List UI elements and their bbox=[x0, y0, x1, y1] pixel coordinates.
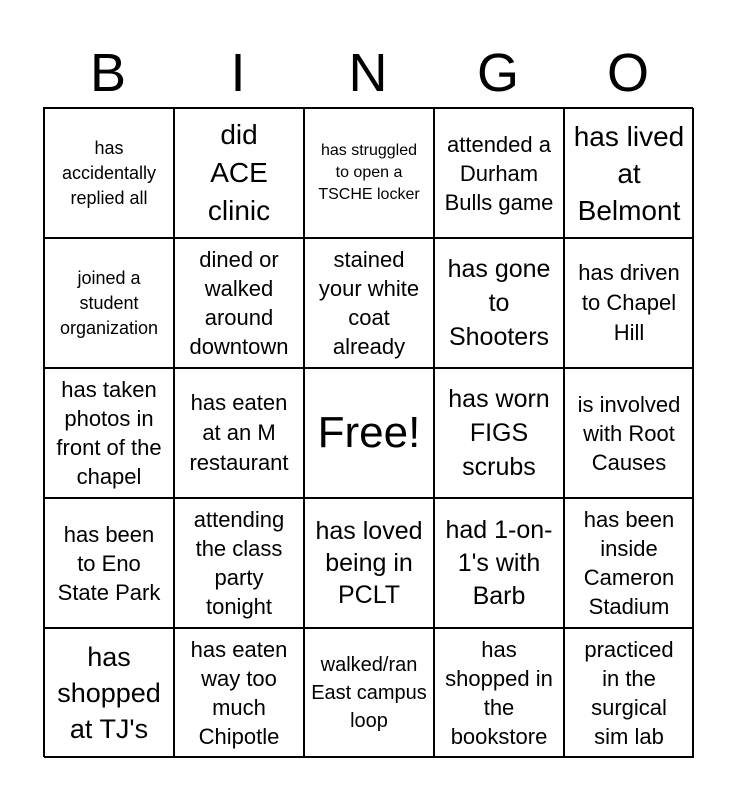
bingo-cell[interactable] bbox=[434, 238, 564, 368]
cell-text: has loved being in PCLT bbox=[315, 517, 423, 609]
header-letter-g: G bbox=[476, 43, 519, 103]
bingo-cell[interactable] bbox=[44, 238, 174, 368]
cell-text: has eaten at an M restaurant bbox=[189, 390, 289, 475]
cell-text: has lived at Belmont bbox=[573, 120, 685, 226]
cell-text: has struggled to open a TSCHE locker bbox=[318, 142, 420, 203]
cell-text: has worn FIGS scrubs bbox=[448, 385, 550, 481]
bingo-cell[interactable] bbox=[564, 238, 694, 368]
bingo-cell[interactable] bbox=[564, 108, 694, 238]
bingo-cell[interactable] bbox=[304, 108, 434, 238]
bingo-header bbox=[43, 40, 693, 106]
bingo-cell[interactable] bbox=[434, 368, 564, 498]
bingo-cell[interactable] bbox=[564, 368, 694, 498]
cell-text: has accidentally replied all bbox=[61, 137, 157, 208]
bingo-grid bbox=[43, 107, 693, 757]
bingo-cell[interactable] bbox=[434, 628, 564, 758]
cell-text: is involved with Root Causes bbox=[577, 391, 681, 475]
header-letter-o: O bbox=[606, 43, 649, 103]
header-letter-i: I bbox=[230, 43, 246, 103]
bingo-cell[interactable] bbox=[304, 628, 434, 758]
cell-text: has gone to Shooters bbox=[447, 255, 551, 351]
cell-text: has shopped in the bookstore bbox=[445, 637, 553, 749]
bingo-cell[interactable] bbox=[174, 368, 304, 498]
cell-text: had 1-on-1's with Barb bbox=[445, 515, 553, 610]
bingo-cell[interactable] bbox=[174, 498, 304, 628]
bingo-cell[interactable] bbox=[44, 368, 174, 498]
cell-text: has driven to Chapel Hill bbox=[578, 260, 680, 345]
cell-text: joined a student organization bbox=[59, 267, 159, 338]
bingo-cell[interactable] bbox=[564, 498, 694, 628]
bingo-cell[interactable] bbox=[434, 498, 564, 628]
cell-text: practiced in the surgical sim lab bbox=[584, 637, 674, 749]
bingo-cell[interactable] bbox=[44, 108, 174, 238]
cell-text: has been inside Cameron Stadium bbox=[583, 507, 675, 619]
bingo-cell[interactable] bbox=[304, 498, 434, 628]
cell-text: dined or walked around downtown bbox=[189, 247, 289, 359]
bingo-cell[interactable] bbox=[304, 238, 434, 368]
bingo-cell[interactable] bbox=[174, 628, 304, 758]
bingo-cell[interactable] bbox=[44, 628, 174, 758]
cell-text: walked/ran East campus loop bbox=[311, 654, 427, 732]
header-letter-b: B bbox=[89, 43, 127, 103]
bingo-cell[interactable] bbox=[564, 628, 694, 758]
cell-text: did ACE clinic bbox=[207, 119, 271, 226]
cell-text: has eaten way too much Chipotle bbox=[190, 637, 288, 749]
cell-text: has taken photos in front of the chapel bbox=[56, 377, 162, 489]
free-space-text: Free! bbox=[317, 408, 421, 457]
cell-text: has been to Eno State Park bbox=[57, 521, 161, 605]
cell-text: attending the class party tonight bbox=[193, 507, 285, 619]
bingo-cell[interactable] bbox=[174, 108, 304, 238]
header-letter-n: N bbox=[348, 43, 388, 103]
cell-text: has shopped at TJ's bbox=[57, 642, 161, 744]
bingo-cell[interactable] bbox=[434, 108, 564, 238]
bingo-cell[interactable] bbox=[44, 498, 174, 628]
cell-text: attended a Durham Bulls game bbox=[444, 131, 554, 215]
bingo-cell[interactable] bbox=[174, 238, 304, 368]
free-space[interactable] bbox=[304, 368, 434, 498]
cell-text: stained your white coat already bbox=[318, 247, 420, 359]
